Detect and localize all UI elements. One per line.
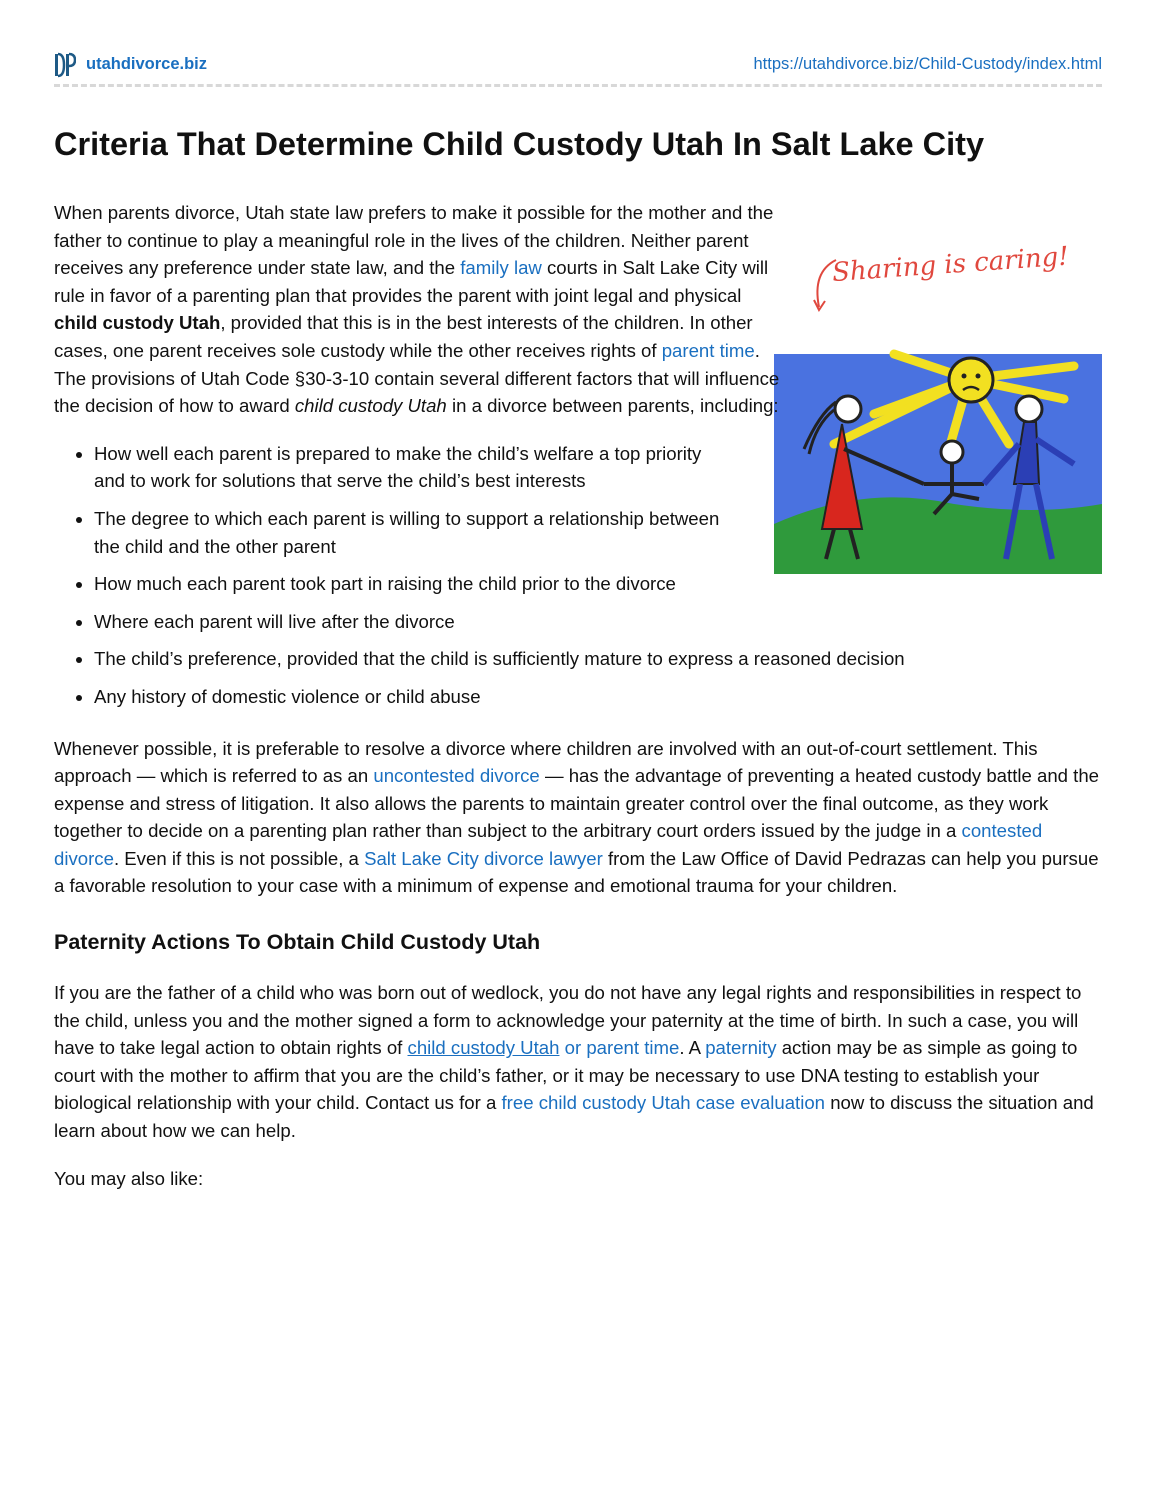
- settlement-text: — has the advantage of preventing a heated custody battle and the expense and stress of litigation. It also allows the parents to maintain greater control over the final outcome, as they work together to decide on a parenting plan rather than subject to the arbitrary court orders issued by the judge in a: [54, 765, 1100, 842]
- intro-text: . The provisions of Utah Code §30-3-10 contain several different factors that will influence the decision of how to award: [54, 339, 780, 417]
- header-bar: [54, 50, 1102, 87]
- article-body: [54, 199, 1102, 1192]
- free-evaluation-link[interactable]: free child custody Utah case evaluation: [501, 1092, 826, 1114]
- custody-factors-list: [54, 440, 1102, 711]
- list-item: • How much each parent took part in raising the child prior to the divorce: [94, 570, 1102, 598]
- list-item: • Where each parent will live after the divorce: [94, 608, 1102, 636]
- italic-term: child custody Utah: [294, 395, 447, 417]
- illustration-caption: Sharing is caring!: [831, 241, 1070, 289]
- paternity-text: now to discuss the situation and learn about how we can help.: [54, 1092, 1094, 1142]
- page-title: Criteria That Determine Child Custody Utah In Salt Lake City: [54, 126, 985, 162]
- site-name-link[interactable]: utahdivorce.biz: [86, 55, 208, 73]
- list-item: • How well each parent is prepared to make the child’s welfare a top priority and to work for solutions that serve the child’s best interests: [94, 440, 734, 495]
- also-like-text: You may also like:: [54, 1167, 204, 1189]
- paternity-text: If you are the father of a child who was born out of wedlock, you do not have any legal rights and responsibilities in respect to the child, unless you and the mother signed a form to acknowledge your paternity at the time of birth. In such a case, you will have to take legal action to obtain rights of: [54, 982, 1082, 1059]
- intro-text: When parents divorce, Utah state law prefers to make it possible for the mother and the father to continue to play a meaningful role in the lives of the children. Neither parent receives any preference under state law, and the: [54, 202, 774, 279]
- section-heading: Paternity Actions To Obtain Child Custody Utah: [54, 930, 541, 955]
- paternity-text: . A: [679, 1037, 706, 1059]
- intro-text: courts in Salt Lake City will rule in favor of a parenting plan that provides the parent with joint legal and physical: [54, 257, 769, 306]
- family-law-link[interactable]: family law: [460, 257, 542, 279]
- list-item: • The child’s preference, provided that the child is sufficiently mature to express a reasoned decision: [94, 645, 1102, 673]
- page-url-link[interactable]: https://utahdivorce.biz/Child-Custody/index.html: [753, 55, 1102, 73]
- child-custody-link[interactable]: child custody Utah: [407, 1037, 560, 1059]
- intro-paragraph: [54, 199, 784, 420]
- intro-text: in a divorce between parents, including:: [446, 395, 779, 417]
- list-item: • Any history of domestic violence or child abuse: [94, 683, 1102, 711]
- settlement-text: . Even if this is not possible, a: [113, 847, 365, 869]
- paternity-link[interactable]: paternity: [705, 1037, 777, 1059]
- settlement-paragraph: [54, 735, 1102, 901]
- paternity-paragraph: [54, 979, 1102, 1145]
- paternity-text: action may be as simple as going to court with the mother to affirm that you are the child’s father, or it may be necessary to use DNA testing to establish your biological relationship with your child. Contact us for a: [54, 1037, 1078, 1114]
- or-parent-time-link[interactable]: or parent time: [559, 1037, 680, 1059]
- contested-divorce-link[interactable]: contested divorce: [54, 820, 1043, 869]
- divorce-lawyer-link[interactable]: Salt Lake City divorce lawyer: [364, 847, 603, 869]
- parent-time-link[interactable]: parent time: [661, 339, 755, 361]
- settlement-text: from the Law Office of David Pedrazas can help you pursue a favorable resolution to your case with a minimum of expense and emotional trauma for your children.: [54, 847, 1099, 897]
- site-logo-icon: [54, 52, 76, 78]
- list-item: • The degree to which each parent is willing to support a relationship between the child and the other parent: [94, 505, 734, 560]
- intro-text: , provided that this is in the best interests of the children. In other cases, one parent receives sole custody while the other receives rights of: [54, 312, 753, 361]
- uncontested-divorce-link[interactable]: uncontested divorce: [373, 765, 540, 787]
- settlement-text: Whenever possible, it is preferable to resolve a divorce where children are involved with an out-of-court settlement. This approach — which is referred to as an: [54, 737, 1038, 787]
- bold-term: child custody Utah: [54, 312, 221, 334]
